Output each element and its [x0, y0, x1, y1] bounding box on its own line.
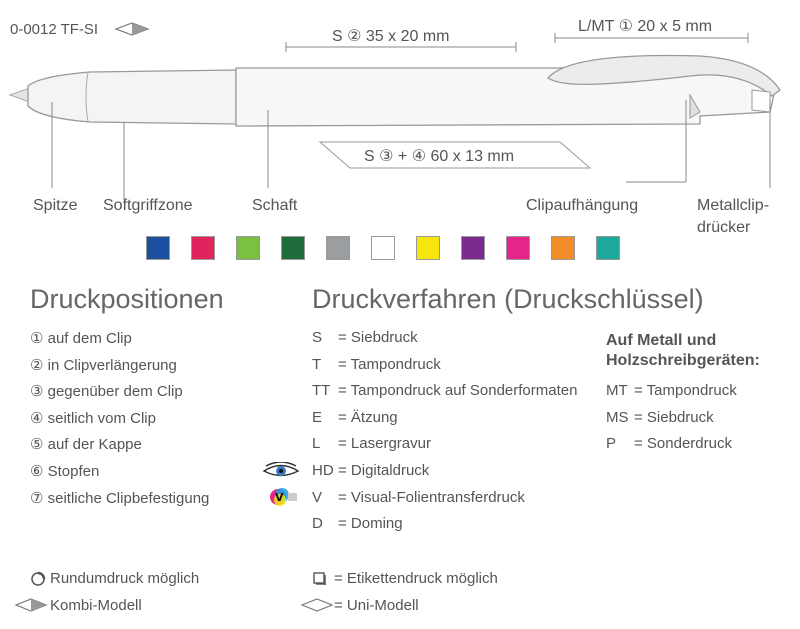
- verfahren-code: T: [312, 355, 322, 373]
- metall-code: P: [606, 435, 617, 453]
- print-area-s2: S ② 35 x 20 mm: [332, 28, 450, 45]
- verfahren-text: = Digitaldruck: [338, 461, 430, 479]
- verfahren-item: [312, 409, 577, 436]
- color-swatch: [416, 236, 440, 260]
- verfahren-code: HD: [312, 461, 334, 479]
- verfahren-code: TT: [312, 382, 331, 400]
- color-swatch: [191, 236, 215, 260]
- verfahren-text: = Siebdruck: [338, 329, 418, 346]
- verfahren-text: = Lasergravur: [338, 435, 431, 453]
- verfahren-text: = Tampondruck: [338, 355, 441, 373]
- metall-item: [606, 382, 737, 409]
- color-swatch: [146, 236, 170, 260]
- position-item: ⑦ seitliche Clipbefestigung: [30, 489, 210, 507]
- legend-kombi: Kombi-Modell: [50, 597, 142, 614]
- metall-item: [606, 435, 737, 462]
- svg-text:V: V: [275, 491, 284, 504]
- print-area-lmt1: L/MT ① 20 x 5 mm: [578, 18, 713, 35]
- color-swatch: [371, 236, 395, 260]
- color-swatch: [461, 236, 485, 260]
- druckpositionen-list: [30, 329, 209, 515]
- part-metallclip-line1: Metallclip-: [697, 197, 770, 214]
- etikett-icon: [312, 571, 328, 587]
- metall-code: MT: [606, 382, 628, 399]
- rundum-icon: [30, 571, 46, 587]
- color-swatch: [326, 236, 350, 260]
- color-swatch: [506, 236, 530, 260]
- color-swatch: [281, 236, 305, 260]
- part-spitze: Spitze: [33, 197, 78, 214]
- kombi-icon: [14, 598, 48, 612]
- verfahren-text: = Visual-Folientransferdruck: [338, 488, 525, 506]
- legend-etikett: = Etikettendruck möglich: [334, 570, 498, 587]
- metall-list: [606, 382, 737, 462]
- metall-text: = Tampondruck: [634, 382, 737, 399]
- uni-icon: [300, 598, 334, 612]
- verfahren-code: D: [312, 515, 323, 533]
- eye-icon: [262, 462, 300, 480]
- verfahren-code: S: [312, 329, 323, 346]
- verfahren-code: V: [312, 488, 323, 506]
- verfahren-item: [312, 462, 577, 489]
- position-item: ⑤ auf der Kappe: [30, 436, 142, 454]
- metall-title-line1: Auf Metall und: [606, 332, 717, 349]
- pen-illustration: [0, 0, 800, 200]
- part-clipaufhaengung: Clipaufhängung: [526, 197, 639, 214]
- product-code: 0-0012 TF-SI: [10, 21, 99, 38]
- verfahren-text: = Doming: [338, 515, 403, 533]
- color-swatch: [236, 236, 260, 260]
- color-swatch: [596, 236, 620, 260]
- metall-code: MS: [606, 408, 629, 426]
- part-softgriffzone: Softgriffzone: [103, 197, 193, 214]
- verfahren-item: [312, 435, 577, 462]
- color-swatch: [551, 236, 575, 260]
- verfahren-item: [312, 489, 577, 516]
- position-item: ⑥ Stopfen: [30, 462, 100, 480]
- position-item: ③ gegenüber dem Clip: [30, 383, 183, 401]
- metall-title-line2: Holzschreibgeräten:: [606, 352, 760, 369]
- part-schaft: Schaft: [252, 197, 298, 214]
- metall-text: = Siebdruck: [634, 408, 714, 426]
- verfahren-item: [312, 515, 577, 542]
- legend-uni: = Uni-Modell: [334, 597, 419, 614]
- visual-transfer-icon: [268, 485, 298, 509]
- metall-text: = Sonderdruck: [634, 435, 732, 453]
- verfahren-code: E: [312, 408, 323, 426]
- druckverfahren-list: [312, 329, 577, 542]
- position-item: ② in Clipverlängerung: [30, 356, 177, 374]
- verfahren-text: = Ätzung: [338, 408, 398, 426]
- position-item: ① auf dem Clip: [30, 330, 132, 347]
- part-metallclip-line2: drücker: [697, 219, 751, 236]
- verfahren-item: [312, 382, 577, 409]
- position-item: ④ seitlich vom Clip: [30, 409, 156, 427]
- verfahren-text: = Tampondruck auf Sonderformaten: [338, 382, 578, 400]
- verfahren-item: [312, 329, 577, 356]
- druckpositionen-title: Druckpositionen: [30, 284, 224, 314]
- verfahren-item: [312, 356, 577, 383]
- verfahren-code: L: [312, 435, 321, 453]
- print-area-s34: S ③ + ④ 60 x 13 mm: [364, 148, 515, 165]
- metall-item: [606, 409, 737, 436]
- druckverfahren-title: Druckverfahren (Druckschlüssel): [312, 284, 704, 314]
- legend-rundum: Rundumdruck möglich: [50, 570, 200, 587]
